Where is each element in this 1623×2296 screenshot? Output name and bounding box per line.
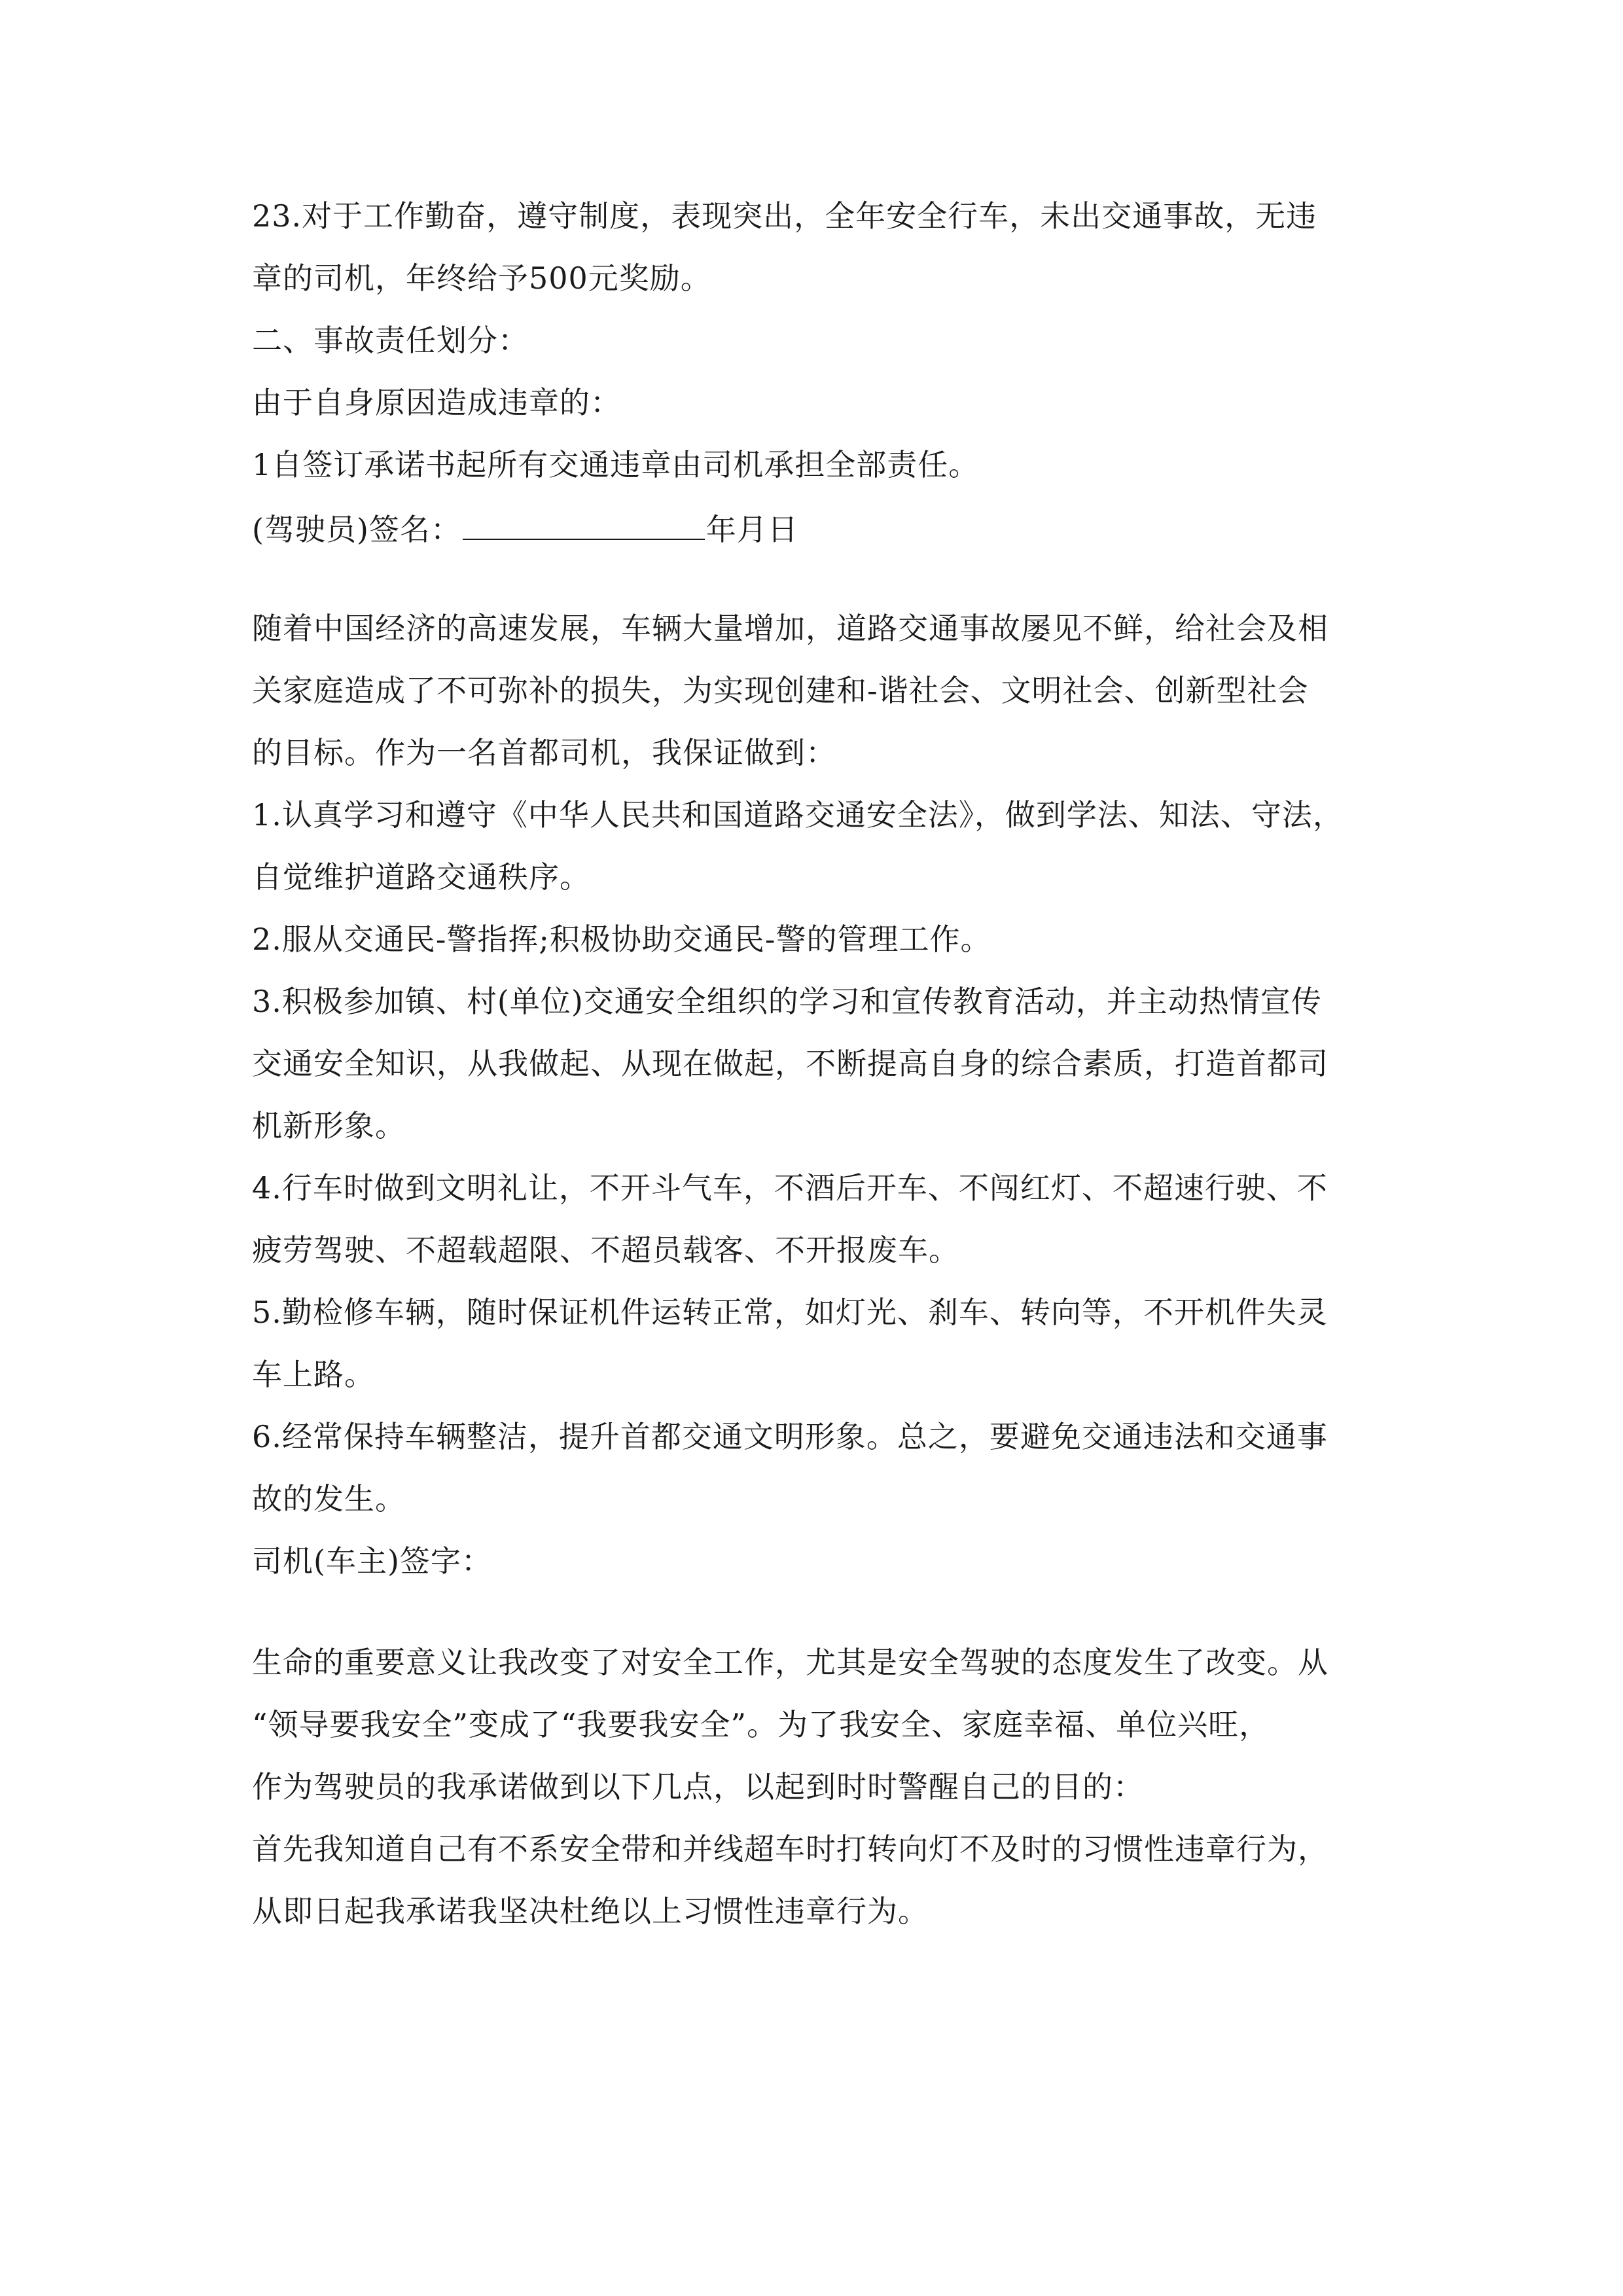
- pledge-intro-line-2: 关家庭造成了不可弥补的损失，为实现创建和-谐社会、文明社会、创新型社会: [252, 673, 1309, 708]
- commitment-para2-line-1: 首先我知道自己有不系安全带和并线超车时打转向灯不及时的习惯性违章行为，: [252, 1831, 1329, 1867]
- rule-23-line-2: 章的司机，年终给予500元奖励。: [252, 260, 711, 296]
- liability-intro: 由于自身原因造成违章的：: [252, 385, 621, 420]
- section-heading-liability: 二、事故责任划分：: [252, 323, 529, 358]
- driver-signature-line: [252, 507, 1378, 547]
- pledge-item-5-line-1: 5.勤检修车辆，随时保证机件运转正常，如灯光、刹车、转向等，不开机件失灵: [252, 1295, 1328, 1330]
- pledge-item-3-line-3: 机新形象。: [252, 1108, 406, 1143]
- liability-item-1: 1自签订承诺书起所有交通违章由司机承担全部责任。: [252, 447, 980, 482]
- owner-signature-label: 司机(车主)签字：: [252, 1543, 492, 1579]
- pledge-item-2: 2.服从交通民-警指挥;积极协助交通民-警的管理工作。: [252, 922, 991, 957]
- document-page: [252, 196, 1378, 1954]
- pledge-item-1-line-1: 1.认真学习和遵守《中华人民共和国道路交通安全法》，做到学法、知法、守法，: [252, 797, 1344, 833]
- driver-signature-date: 年月日: [705, 512, 798, 547]
- pledge-intro-line-1: 随着中国经济的高速发展，车辆大量增加，道路交通事故屡见不鲜，给社会及相: [252, 611, 1329, 646]
- pledge-item-1-line-2: 自觉维护道路交通秩序。: [252, 859, 590, 895]
- commitment-line-2: “领导要我安全”变成了“我要我安全”。为了我安全、家庭幸福、单位兴旺，: [252, 1707, 1270, 1742]
- commitment-line-3: 作为驾驶员的我承诺做到以下几点，以起到时时警醒自己的目的：: [252, 1769, 1144, 1804]
- pledge-item-4-line-1: 4.行车时做到文明礼让，不开斗气车，不酒后开车、不闯红灯、不超速行驶、不: [252, 1170, 1328, 1206]
- rule-23-line-1: 23.对于工作勤奋，遵守制度，表现突出，全年安全行车，未出交通事故，无违: [252, 198, 1317, 234]
- driver-signature-label: (驾驶员)签名：: [252, 512, 461, 547]
- pledge-item-6-line-1: 6.经常保持车辆整洁，提升首都交通文明形象。总之，要避免交通违法和交通事: [252, 1419, 1328, 1454]
- pledge-item-3-line-2: 交通安全知识，从我做起、从现在做起，不断提高自身的综合素质，打造首都司: [252, 1046, 1329, 1081]
- pledge-item-4-line-2: 疲劳驾驶、不超载超限、不超员载客、不开报废车。: [252, 1232, 959, 1268]
- pledge-item-6-line-2: 故的发生。: [252, 1481, 406, 1516]
- commitment-line-1: 生命的重要意义让我改变了对安全工作，尤其是安全驾驶的态度发生了改变。从: [252, 1645, 1329, 1680]
- spacer: [252, 1604, 1378, 1643]
- driver-signature-blank[interactable]: [463, 507, 705, 540]
- commitment-para2-line-2: 从即日起我承诺我坚决杜绝以上习惯性违章行为。: [252, 1893, 929, 1929]
- pledge-item-3-line-1: 3.积极参加镇、村(单位)交通安全组织的学习和宣传教育活动，并主动热情宣传: [252, 984, 1322, 1019]
- pledge-intro-line-3: 的目标。作为一名首都司机，我保证做到：: [252, 735, 836, 770]
- spacer: [252, 569, 1378, 609]
- pledge-item-5-line-2: 车上路。: [252, 1357, 375, 1392]
